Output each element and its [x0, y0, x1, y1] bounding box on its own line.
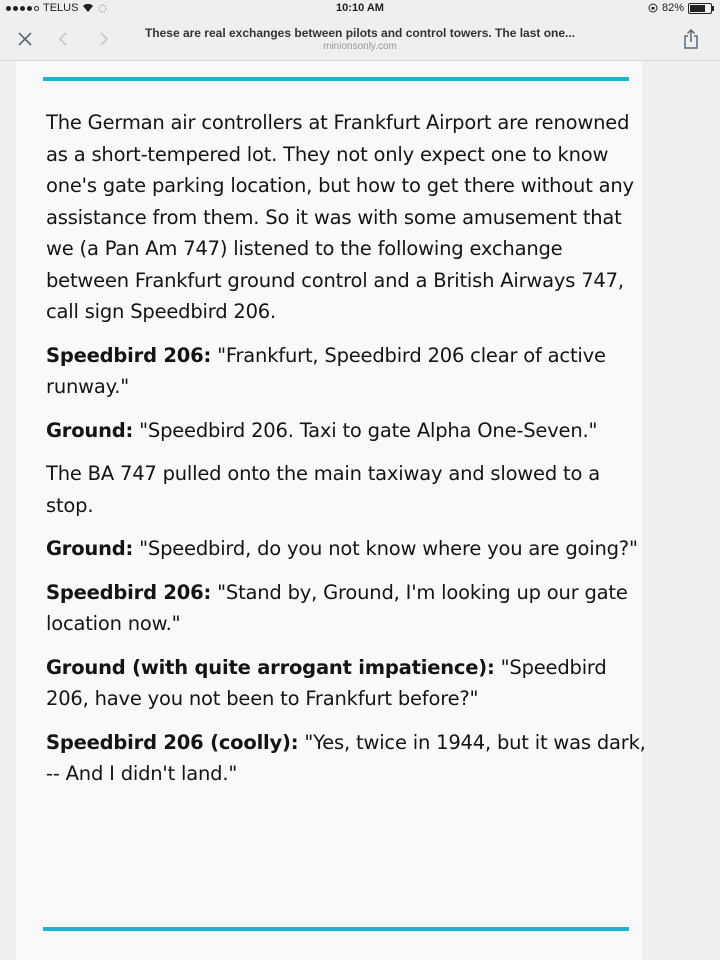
- page-domain: minionsonly.com: [323, 41, 397, 52]
- dialogue-text: "Frankfurt, Speedbird 206 clear of active runway.": [46, 343, 606, 398]
- article-body: [46, 107, 646, 802]
- close-button[interactable]: [10, 18, 40, 60]
- dialogue-line: [46, 577, 646, 640]
- dialogue-line: [46, 652, 646, 715]
- dialogue-text: "Stand by, Ground, I'm looking up our gate location now.": [46, 580, 628, 635]
- chevron-right-icon: [100, 32, 109, 46]
- article-card: [16, 61, 646, 960]
- top-divider: [43, 77, 629, 81]
- narration-text: The BA 747 pulled onto the main taxiway and slowed to a stop.: [46, 462, 600, 517]
- page-title: These are real exchanges between pilots and control towers. The last one...: [144, 26, 576, 40]
- bottom-divider: [43, 927, 629, 931]
- browser-toolbar: [0, 18, 720, 61]
- dialogue-text: "Speedbird 206. Taxi to gate Alpha One-Seven.": [133, 418, 598, 442]
- status-bar: [0, 0, 720, 18]
- speaker-label: Speedbird 206:: [46, 343, 212, 367]
- speaker-label: Ground:: [46, 537, 134, 560]
- battery-percent: 82%: [661, 2, 684, 14]
- intro-paragraph: The German air controllers at Frankfurt Airport are renowned as a short-tempered lot. They not only expect one to know one's gate parking location, but how to get there without any assistance from them. So it was with some amusement that we (a Pan Am 747) listened to the following exchange between Frankfurt ground control and a British Airways 747, call sign Speedbird 206.: [46, 111, 634, 323]
- dialogue-text: "Speedbird 206, have you not been to Frankfurt before?": [46, 655, 607, 710]
- narration-line: [46, 458, 646, 521]
- battery-area: [648, 2, 712, 14]
- carrier-name: TELUS: [43, 2, 79, 14]
- speaker-label: Speedbird 206 (coolly):: [46, 730, 299, 754]
- speaker-label: Ground (with quite arrogant impatience):: [46, 655, 495, 679]
- back-button[interactable]: [50, 18, 74, 60]
- clock: 10:10 AM: [336, 2, 384, 14]
- share-button[interactable]: [676, 18, 706, 60]
- orientation-lock-icon: [648, 3, 658, 13]
- dialogue-line: [46, 727, 646, 790]
- speaker-label: Ground:: [46, 418, 134, 442]
- dialogue-text: "Yes, twice in 1944, but it was dark, -- And I didn't land.": [46, 730, 646, 785]
- forward-button[interactable]: [92, 18, 116, 60]
- share-icon: [683, 29, 699, 49]
- chevron-left-icon: [58, 32, 67, 46]
- close-icon: [18, 32, 32, 46]
- dialogue-line: [46, 415, 646, 447]
- dialogue-line: [46, 533, 646, 565]
- dialogue-text: "Speedbird, do you not know where you are going?": [133, 537, 638, 560]
- speaker-label: Speedbird 206:: [46, 580, 212, 604]
- battery-icon: [688, 3, 712, 14]
- dialogue-line: [46, 340, 646, 403]
